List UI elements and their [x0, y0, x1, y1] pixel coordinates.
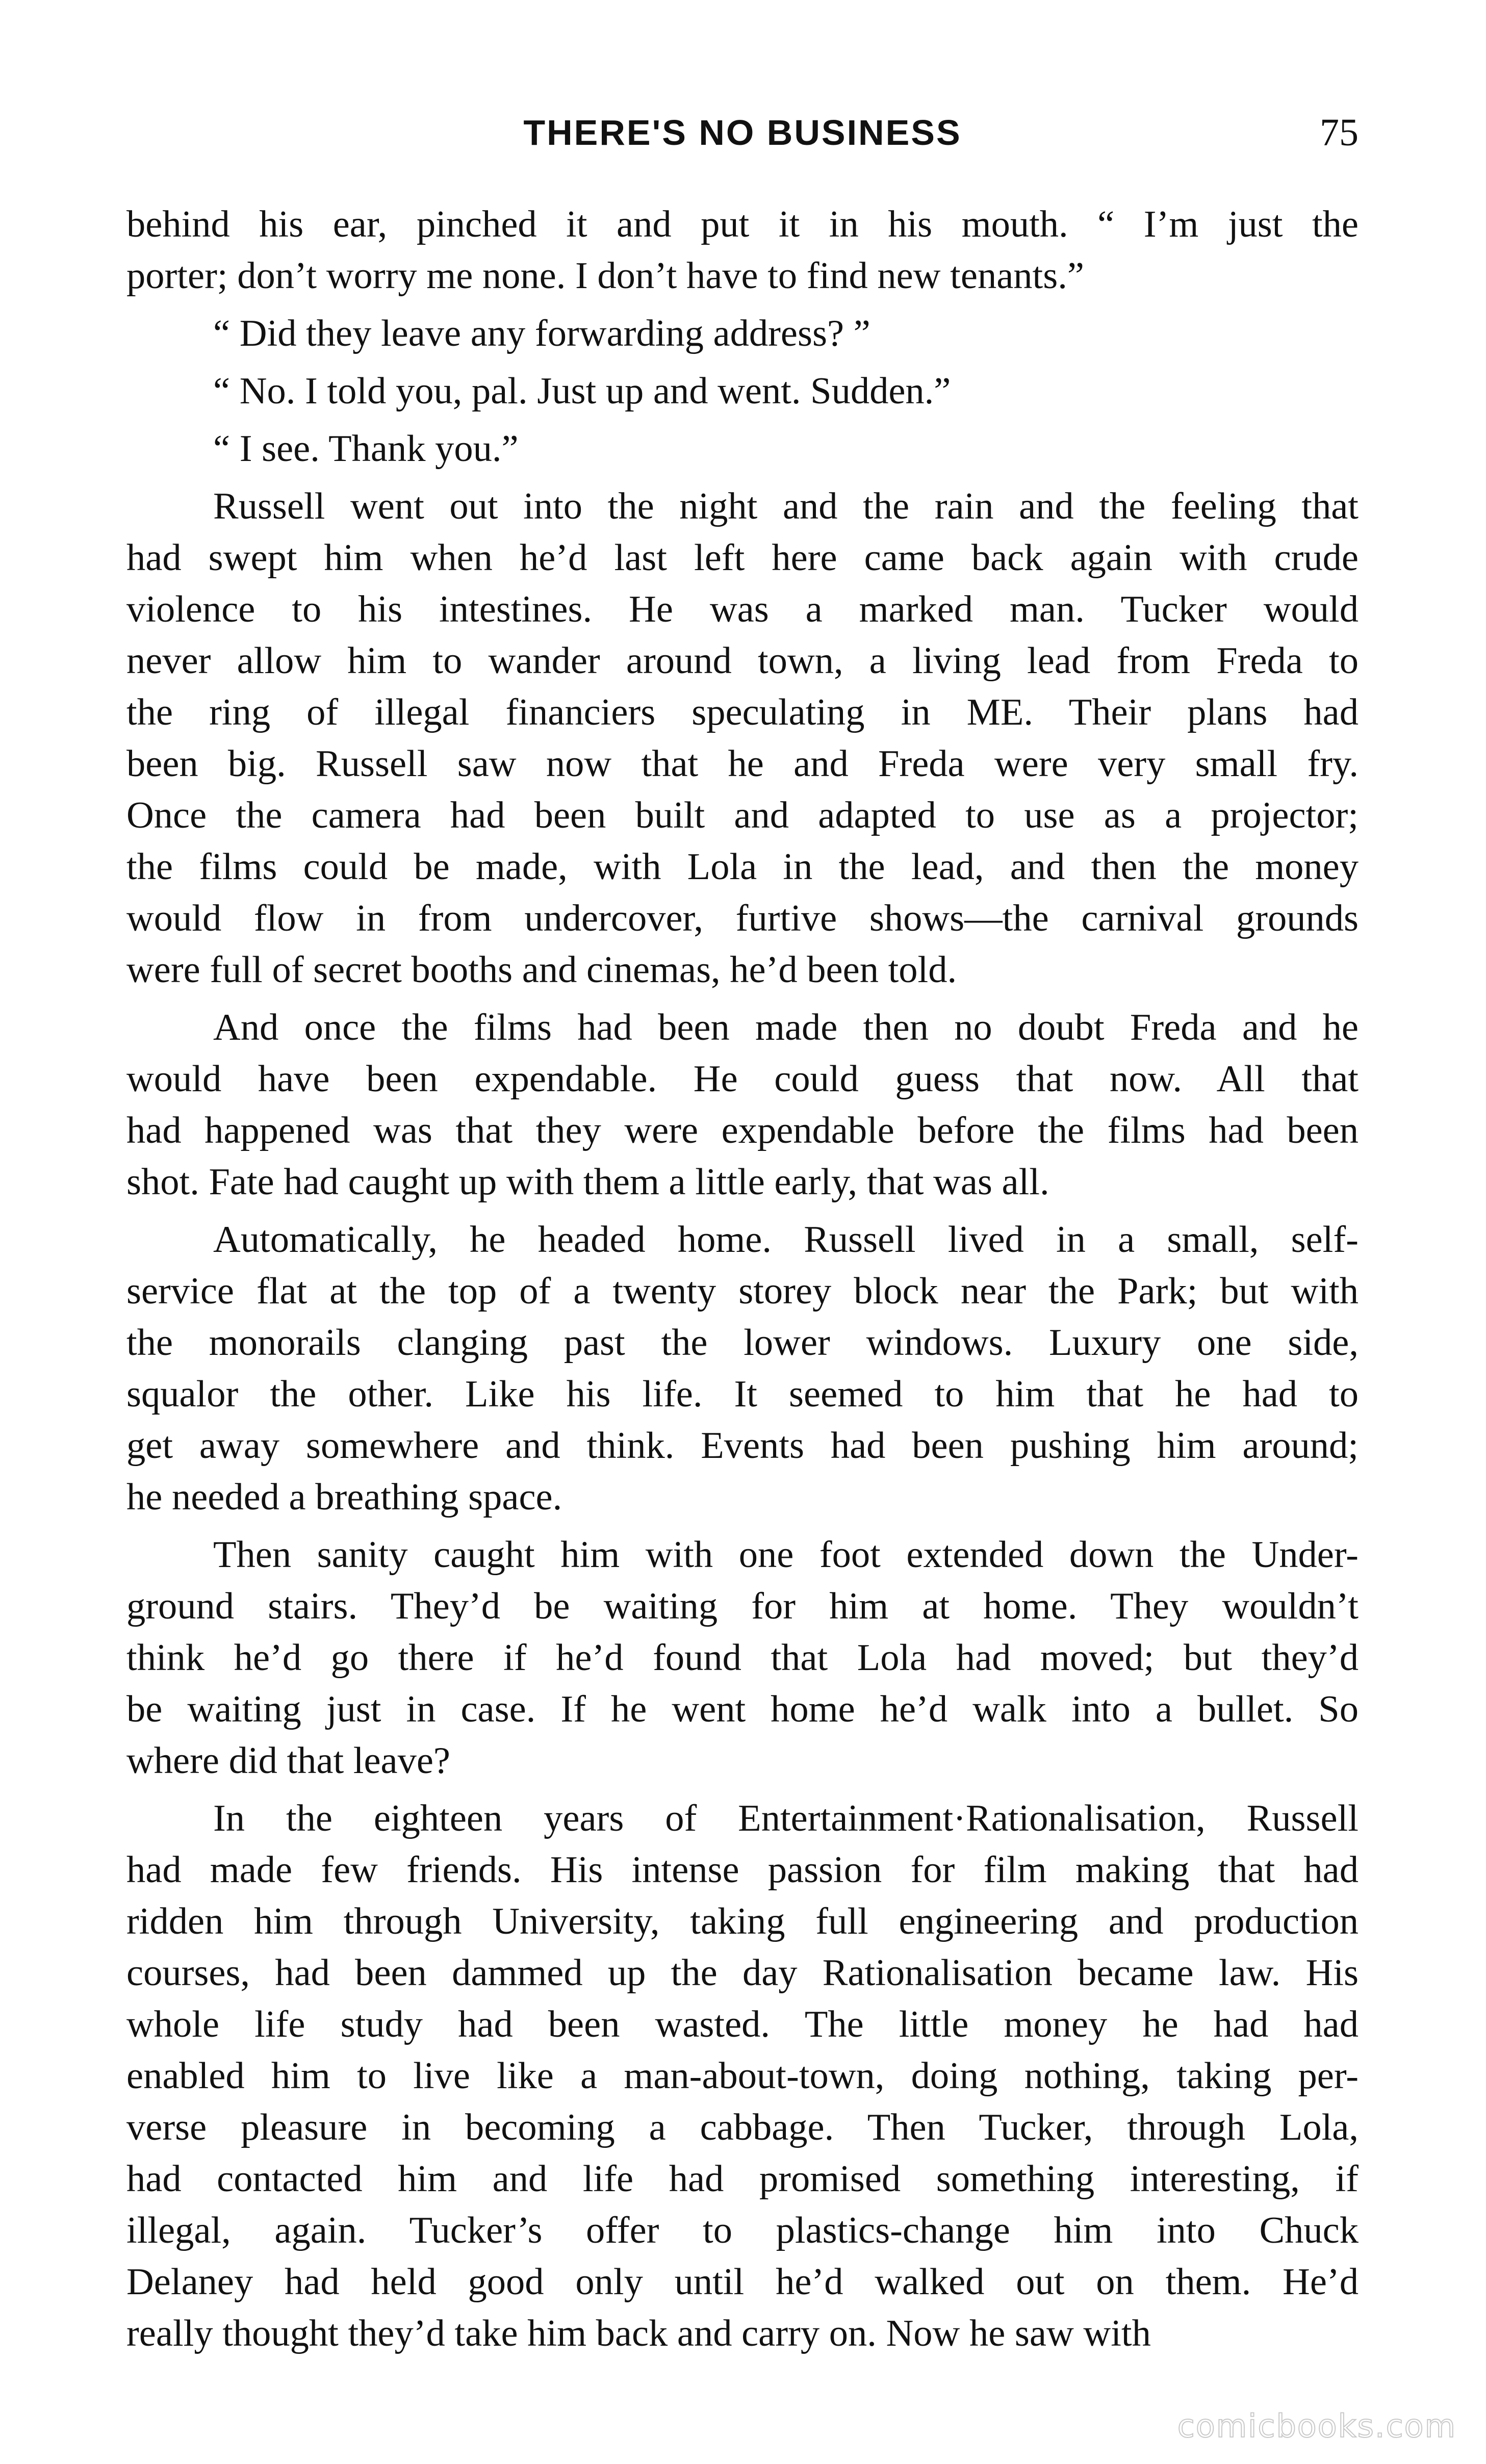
text-line: would flow in from undercover, furtive shows—the carnival grounds: [126, 897, 1359, 939]
watermark-logo: comicbooks.com: [1177, 2407, 1456, 2445]
text-line: violence to his intestines. He was a marked man. Tucker would: [126, 588, 1359, 630]
text-line: had happened was that they were expendable before the films had been: [126, 1110, 1359, 1151]
text-line: illegal, again. Tucker’s offer to plastics-change him into Chuck: [126, 2210, 1359, 2251]
text-line: he needed a breathing space.: [126, 1476, 562, 1518]
text-line: think he’d go there if he’d found that Lola had moved; but they’d: [126, 1637, 1359, 1679]
text-line: the ring of illegal financiers speculating in ME. Their plans had: [126, 691, 1359, 733]
text-line: get away somewhere and think. Events had been pushing him around;: [126, 1425, 1359, 1467]
paragraph: [126, 481, 1359, 996]
paragraph: [126, 423, 1359, 475]
text-line: would have been expendable. He could guess that now. All that: [126, 1058, 1359, 1100]
text-line: the films could be made, with Lola in the lead, and then the money: [126, 846, 1359, 888]
running-title: THERE'S NO BUSINESS: [523, 113, 962, 152]
text-line: ridden him through University, taking full engineering and production: [126, 1901, 1359, 1942]
text-line: “ I see. Thank you.”: [213, 428, 519, 470]
text-line: had made few friends. His intense passion for film making that had: [126, 1849, 1359, 1891]
text-line: In the eighteen years of Entertainment·Rationalisation, Russell: [213, 1798, 1359, 1839]
text-line: the monorails clanging past the lower windows. Luxury one side,: [126, 1322, 1359, 1364]
text-line: behind his ear, pinched it and put it in his mouth. “ I’m just the: [126, 203, 1359, 245]
text-line: never allow him to wander around town, a living lead from Freda to: [126, 640, 1359, 682]
paragraph: [126, 1793, 1359, 2359]
text-line: really thought they’d take him back and carry on. Now he saw with: [126, 2313, 1151, 2354]
text-line: courses, had been dammed up the day Rationalisation became law. His: [126, 1952, 1359, 1994]
text-line: Automatically, he headed home. Russell lived in a small, self-: [213, 1219, 1359, 1261]
text-line: had swept him when he’d last left here came back again with crude: [126, 537, 1359, 579]
text-line: ground stairs. They’d be waiting for him at home. They wouldn’t: [126, 1585, 1359, 1627]
text-line: And once the films had been made then no doubt Freda and he: [213, 1007, 1359, 1048]
text-line: whole life study had been wasted. The little money he had had: [126, 2004, 1359, 2045]
paragraph: [126, 199, 1359, 302]
text-line: shot. Fate had caught up with them a little early, that was all.: [126, 1161, 1049, 1203]
paragraph: [126, 308, 1359, 360]
running-head: [126, 105, 1359, 161]
paragraph: [126, 1002, 1359, 1208]
paragraph: [126, 366, 1359, 417]
text-line: enabled him to live like a man-about-town, doing nothing, taking per-: [126, 2055, 1359, 2097]
paragraph: [126, 1214, 1359, 1523]
text-line: where did that leave?: [126, 1740, 450, 1782]
text-line: be waiting just in case. If he went home he’d walk into a bullet. So: [126, 1688, 1359, 1730]
text-line: “ Did they leave any forwarding address? ”: [213, 313, 870, 354]
text-line: Once the camera had been built and adapted to use as a projector;: [126, 794, 1359, 836]
text-line: squalor the other. Like his life. It seemed to him that he had to: [126, 1373, 1359, 1415]
text-line: “ No. I told you, pal. Just up and went. Sudden.”: [213, 370, 951, 412]
text-line: Russell went out into the night and the rain and the feeling that: [213, 485, 1359, 527]
paragraph: [126, 1529, 1359, 1787]
text-line: were full of secret booths and cinemas, he’d been told.: [126, 949, 957, 991]
text-line: service flat at the top of a twenty storey block near the Park; but with: [126, 1270, 1359, 1312]
text-line: been big. Russell saw now that he and Freda were very small fry.: [126, 743, 1359, 785]
text-line: verse pleasure in becoming a cabbage. Then Tucker, through Lola,: [126, 2107, 1359, 2148]
text-line: Delaney had held good only until he’d walked out on them. He’d: [126, 2261, 1359, 2303]
page-number: 75: [1320, 111, 1359, 154]
text-line: had contacted him and life had promised something interesting, if: [126, 2158, 1359, 2200]
body-text: [126, 199, 1359, 2359]
text-line: porter; don’t worry me none. I don’t have to find new tenants.”: [126, 255, 1084, 297]
text-line: Then sanity caught him with one foot extended down the Under-: [213, 1534, 1359, 1576]
